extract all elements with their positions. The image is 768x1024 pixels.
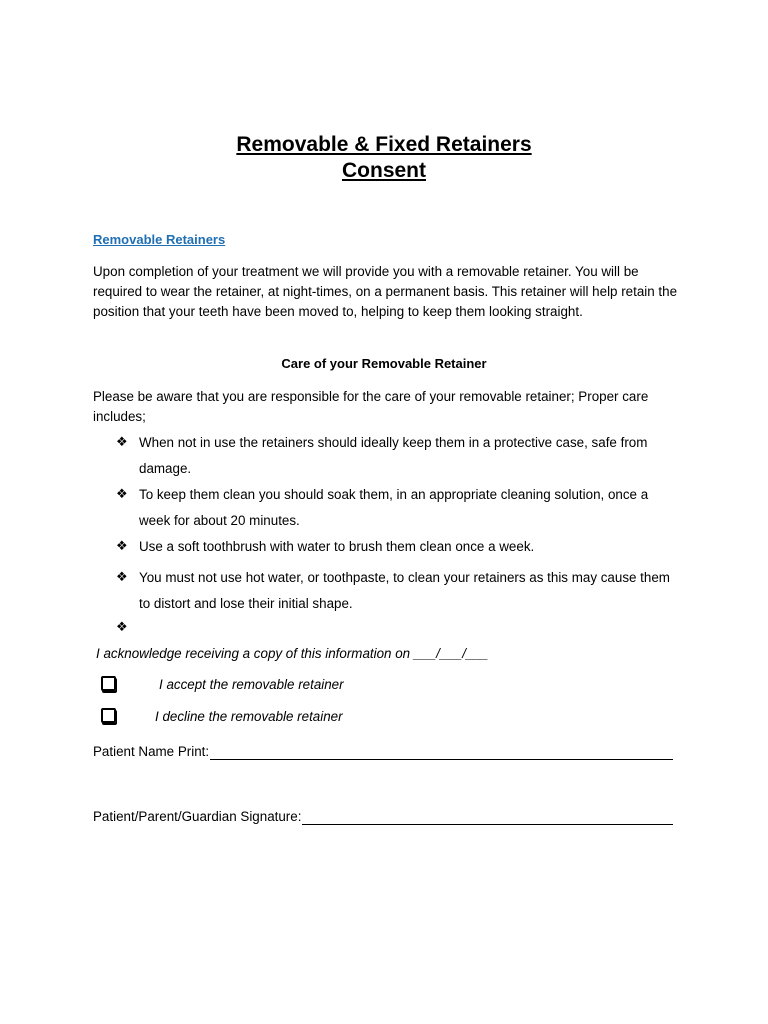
accept-checkbox[interactable] [101,676,116,691]
decline-option-label: I decline the removable retainer [155,709,343,724]
care-list-item-text: To keep them clean you should soak them, in an appropriate cleaning solution, once a week for about 20 minutes. [139,487,649,528]
signature-label: Patient/Parent/Guardian Signature: [93,809,302,824]
decline-option[interactable] [99,707,499,729]
care-list-item-text: When not in use the retainers should ideally keep them in a protective case, safe from damage. [139,435,648,476]
patient-name-line[interactable] [210,759,673,760]
acknowledgement-statement: I acknowledge receiving a copy of this information on ___/___/___ [96,646,489,661]
signature-line[interactable] [302,824,673,825]
care-intro-paragraph: Please be aware that you are responsible for the care of your removable retainer; Proper care includes; [93,389,649,424]
intro-paragraph: Upon completion of your treatment we will provide you with a removable retainer. You will be required to wear the retainer, at night-times, on a permanent basis. This retainer will help retain the position that your teeth have been moved to, helping to keep them looking straight. [93,264,678,319]
care-heading: Care of your Removable Retainer [281,356,487,371]
document-title: Removable & Fixed Retainers [236,133,532,156]
signature-field[interactable] [93,807,673,827]
diamond-bullet-icon: ❖ [116,435,128,450]
document-subtitle: Consent [342,159,426,182]
care-list-item-text: Use a soft toothbrush with water to brush them clean once a week. [139,539,535,554]
diamond-bullet-icon: ❖ [116,487,128,502]
patient-name-label: Patient Name Print: [93,744,210,759]
decline-checkbox[interactable] [101,708,116,723]
accept-option-label: I accept the removable retainer [159,677,344,692]
accept-option[interactable] [99,675,499,697]
section-heading-removable-retainers: Removable Retainers [93,232,226,247]
diamond-bullet-icon: ❖ [116,620,128,635]
diamond-bullet-icon: ❖ [116,570,128,585]
diamond-bullet-icon: ❖ [116,539,128,554]
care-list-item-text: You must not use hot water, or toothpaste, to clean your retainers as this may cause them to distort and lose their initial shape. [139,570,670,611]
patient-name-field[interactable] [93,742,673,762]
